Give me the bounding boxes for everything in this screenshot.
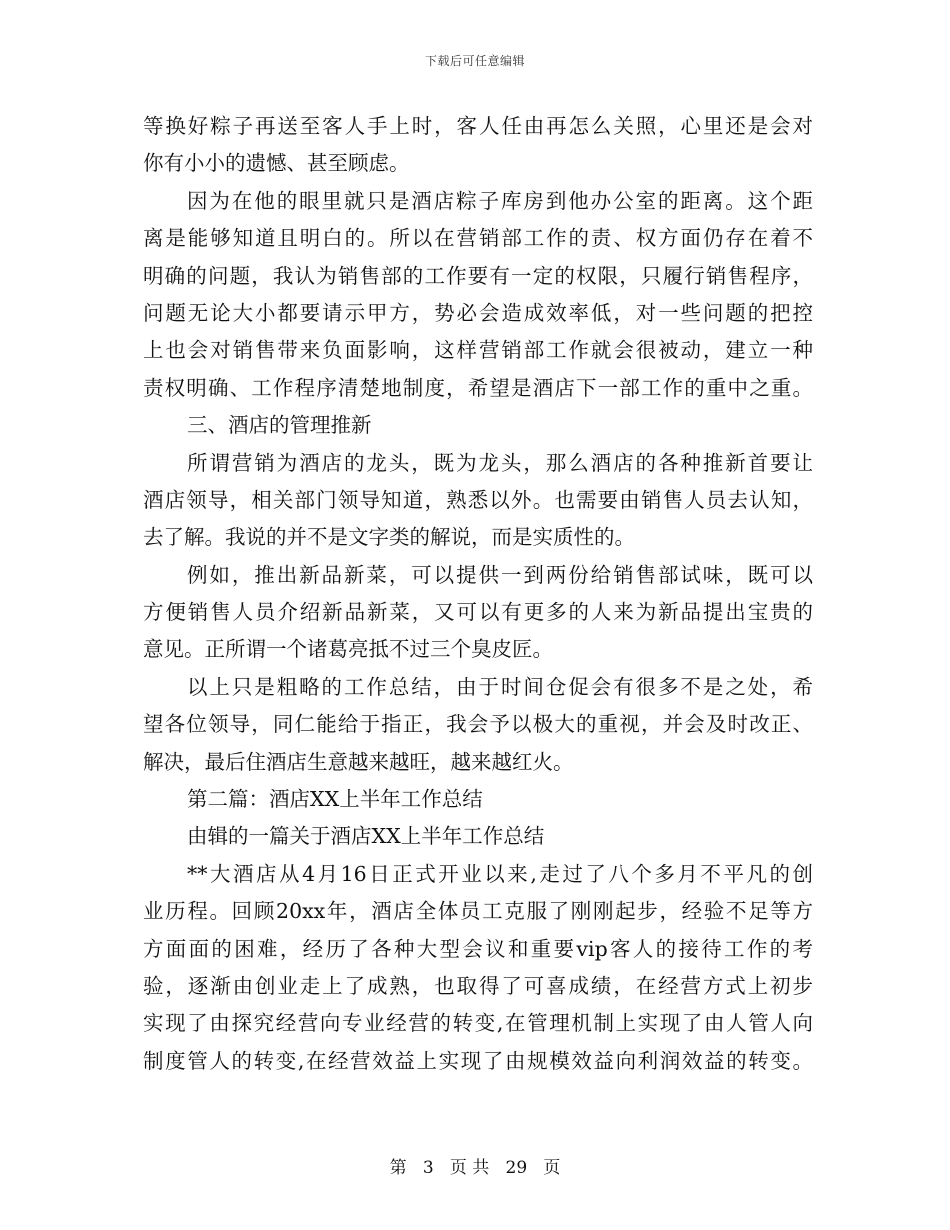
text-line: 业历程。回顾20xx年，酒店全体员工克服了刚刚起步，经验不足等方 bbox=[143, 899, 813, 924]
text-line: 以上只是粗略的工作总结，由于时间仓促会有很多不是之处，希 bbox=[187, 674, 813, 699]
text-line: 去了解。我说的并不是文字类的解说，而是实质性的。 bbox=[143, 525, 635, 550]
page-footer bbox=[0, 1153, 950, 1178]
text-line: 例如，推出新品新菜，可以提供一到两份给销售部试味，既可以 bbox=[187, 562, 813, 587]
text-line: 方面面的困难，经历了各种大型会议和重要vip客人的接待工作的考 bbox=[143, 936, 813, 961]
text-line: 责权明确、工作程序清楚地制度，希望是酒店下一部工作的重中之重。 bbox=[143, 375, 813, 400]
text-line: 因为在他的眼里就只是酒店粽子库房到他办公室的距离。这个距 bbox=[187, 188, 813, 213]
page-header: 下载后可任意编辑 bbox=[424, 54, 525, 68]
text-line: 三、酒店的管理推新 bbox=[187, 413, 372, 438]
text-line: 实现了由探究经营向专业经营的转变,在管理机制上实现了由人管人向 bbox=[143, 1011, 813, 1036]
footer-prefix: 第 bbox=[389, 1158, 407, 1178]
footer-middle: 页 共 bbox=[449, 1158, 490, 1178]
text-line: 望各位领导，同仁能给于指正，我会予以极大的重视，并会及时改正、 bbox=[143, 712, 813, 737]
footer-page-number: 3 bbox=[422, 1158, 434, 1178]
text-line: 第二篇：酒店XX上半年工作总结 bbox=[187, 787, 483, 812]
text-line: 上也会对销售带来负面影响，这样营销部工作就会很被动，建立一种 bbox=[143, 338, 813, 363]
text-line: 制度管人的转变,在经营效益上实现了由规模效益向利润效益的转变。 bbox=[143, 1048, 813, 1073]
text-line: 问题无论大小都要请示甲方，势必会造成效率低，对一些问题的把控 bbox=[143, 300, 813, 325]
footer-suffix: 页 bbox=[543, 1158, 561, 1178]
text-line: 明确的问题，我认为销售部的工作要有一定的权限，只履行销售程序， bbox=[143, 263, 813, 288]
text-line: 你有小小的遗憾、甚至顾虑。 bbox=[143, 151, 410, 176]
text-line: 酒店领导，相关部门领导知道，熟悉以外。也需要由销售人员去认知， bbox=[143, 487, 813, 512]
document-body bbox=[143, 108, 813, 1080]
footer-total-pages: 29 bbox=[505, 1158, 528, 1178]
text-line: 离是能够知道且明白的。所以在营销部工作的责、权方面仍存在着不 bbox=[143, 226, 813, 251]
text-line: 方便销售人员介绍新品新菜，又可以有更多的人来为新品提出宝贵的 bbox=[143, 600, 813, 625]
text-line: 等换好粽子再送至客人手上时，客人任由再怎么关照，心里还是会对 bbox=[143, 114, 813, 138]
text-line: 解决，最后住酒店生意越来越旺，越来越红火。 bbox=[143, 749, 574, 774]
text-line: **大酒店从4月16日正式开业以来,走过了八个多月不平凡的创 bbox=[187, 861, 813, 886]
text-line: 所谓营销为酒店的龙头，既为龙头，那么酒店的各种推新首要让 bbox=[187, 450, 813, 475]
text-line: 验，逐渐由创业走上了成熟，也取得了可喜成绩，在经营方式上初步 bbox=[143, 973, 813, 998]
text-line: 由辑的一篇关于酒店XX上半年工作总结 bbox=[187, 824, 545, 849]
text-line: 意见。正所谓一个诸葛亮抵不过三个臭皮匠。 bbox=[143, 637, 553, 662]
